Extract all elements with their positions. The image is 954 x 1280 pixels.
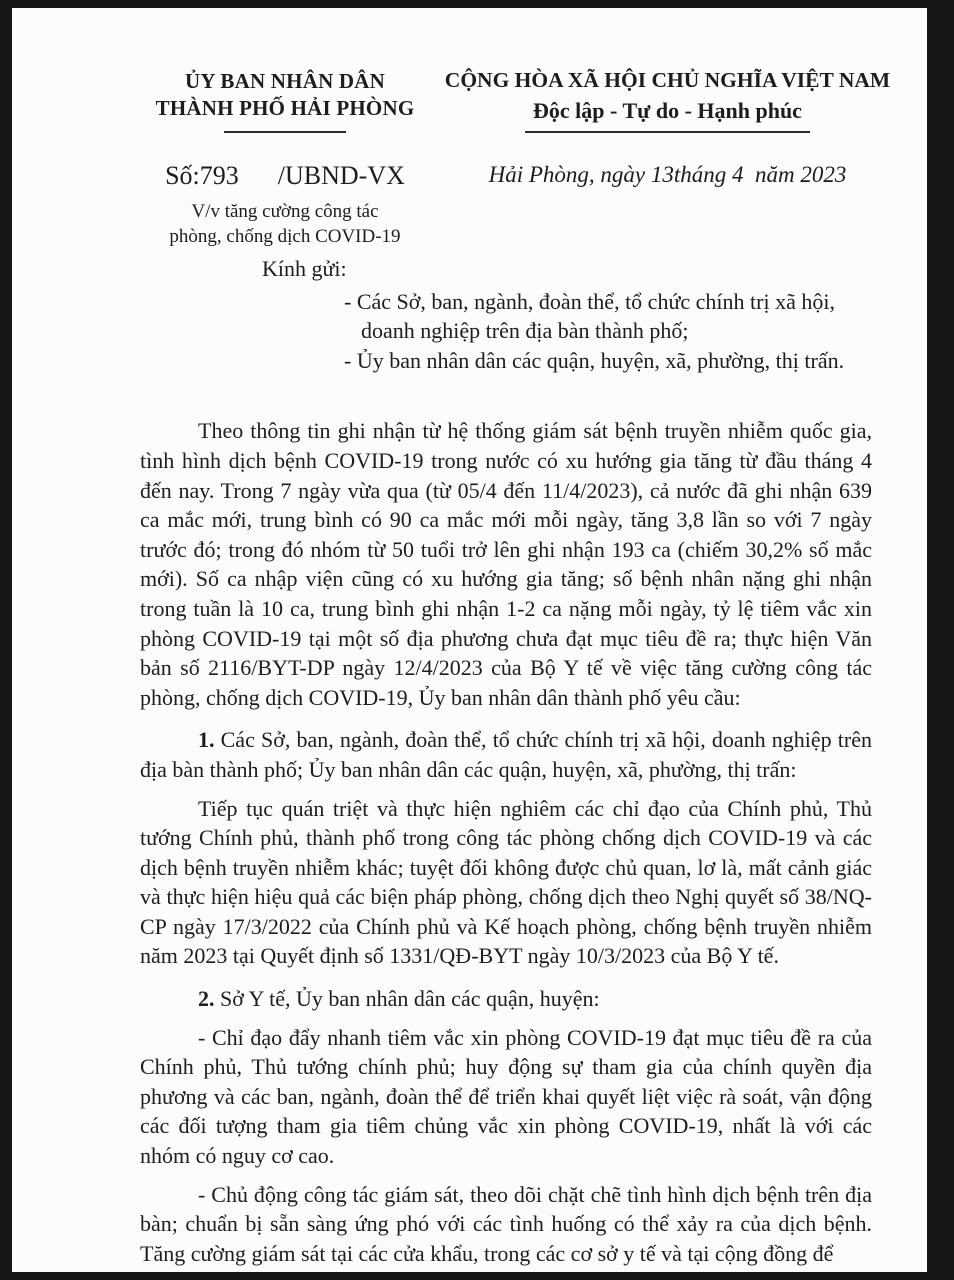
section-1-heading — [140, 725, 872, 784]
subject-line-2: phòng, chống dịch COVID-19 — [169, 226, 401, 247]
letter-page — [12, 8, 927, 1272]
paragraph-vaccination: - Chỉ đạo đẩy nhanh tiêm vắc xin phòng COVID-19 đạt mục tiêu đề ra của Chính phủ, Thủ tướng chính phủ; huy động sự tham gia của chính quyền địa phương và các ban, ngành, đoàn thể để triển khai quyết liệt việc rà soát, vận động các đối tượng tham gia tiêm chủng vắc xin phòng COVID-19, nhất là với các nhóm có nguy cơ cao. — [140, 1024, 872, 1169]
recipient-line-1: - Các Sở, ban, ngành, đoàn thể, tổ chức chính trị xã hội, — [344, 288, 835, 314]
section-2-text: Sở Y tế, Ủy ban nhân dân các quận, huyện: — [214, 986, 600, 1012]
document-number: Số:793 /UBND-VX — [165, 161, 405, 190]
subject-line-1: V/v tăng cường công tác — [191, 201, 379, 222]
section-2-number: 2. — [198, 986, 215, 1012]
header-left-divider — [224, 131, 346, 133]
paragraph-surveillance: - Chủ động công tác giám sát, theo dõi chặt chẽ tình hình dịch bệnh trên địa bàn; chuẩn bị sẵn sàng ứng phó với các tình huống có thể xảy ra của dịch bệnh. Tăng cường giám sát tại các cửa khẩu, trong các cơ sở y tế và tại cộng đồng để — [140, 1181, 872, 1266]
national-motto: Độc lập - Tự do - Hạnh phúc — [525, 95, 810, 133]
recipient-line-3: - Ủy ban nhân dân các quận, huyện, xã, phường, thị trấn. — [344, 347, 845, 373]
section-2-heading — [140, 984, 872, 1014]
paragraph-situation: Theo thông tin ghi nhận từ hệ thống giám sát bệnh truyền nhiễm quốc gia, tình hình dịch bệnh COVID-19 trong nước có xu hướng gia tăng từ đầu tháng 4 đến nay. Trong 7 ngày vừa qua (từ 05/4 đến 11/4/2023), cả nước đã ghi nhận 639 ca mắc mới, trung bình có 90 ca mắc mới mỗi ngày, tăng 3,8 lần so với 7 ngày trước đó; trong đó nhóm từ 50 tuổi trở lên ghi nhận 193 ca (chiếm 30,2% số mắc mới). Số ca nhập viện cũng có xu hướng gia tăng; số bệnh nhân nặng ghi nhận trong tuần là 10 ca, trung bình ghi nhận 1-2 ca nặng mỗi ngày, tỷ lệ tiêm vắc xin phòng COVID-19 tại một số địa phương chưa đạt mục tiêu đề ra; thực hiện Văn bản số 2116/BYT-DP ngày 12/4/2023 của Bộ Y tế về việc tăng cường công tác phòng, chống dịch COVID-19, Ủy ban nhân dân thành phố yêu cầu: — [140, 418, 872, 710]
paragraph-directives: Tiếp tục quán triệt và thực hiện nghiêm các chỉ đạo của Chính phủ, Thủ tướng Chính phủ, thành phố trong công tác phòng chống dịch COVID-19 và các dịch bệnh truyền nhiễm khác; tuyệt đối không được chủ quan, lơ là, mất cảnh giác và thực hiện hiệu quả các biện pháp phòng, chống dịch theo Nghị quyết số 38/NQ-CP ngày 17/3/2022 của Chính phủ và Kế hoạch phòng, chống bệnh truyền nhiễm năm 2023 tại Quyết định số 1331/QĐ-BYT ngày 10/3/2023 của Bộ Y tế. — [140, 795, 872, 969]
salutation: Kính gửi: — [262, 256, 347, 281]
header-issuing-authority — [140, 68, 430, 249]
issuing-authority-line2: THÀNH PHỐ HẢI PHÒNG — [155, 96, 415, 120]
section-1-number: 1. — [198, 727, 215, 753]
recipient-list — [140, 287, 872, 376]
header-national-title — [430, 66, 905, 188]
national-title-line: CỘNG HÒA XÃ HỘI CHỦ NGHĨA VIỆT NAM — [444, 68, 891, 92]
place-date-line: Hải Phòng, ngày 13tháng 4 năm 2023 — [488, 162, 847, 187]
section-1-text: Các Sở, ban, ngành, đoàn thể, tổ chức chính trị xã hội, doanh nghiệp trên địa bàn thành phố; Ủy ban nhân dân các quận, huyện, xã, phường, thị trấn: — [140, 727, 872, 782]
recipient-line-2: doanh nghiệp trên địa bàn thành phố; — [361, 318, 689, 344]
letter-body — [140, 254, 872, 1268]
issuing-authority-line1: ỦY BAN NHÂN DÂN — [185, 69, 385, 93]
